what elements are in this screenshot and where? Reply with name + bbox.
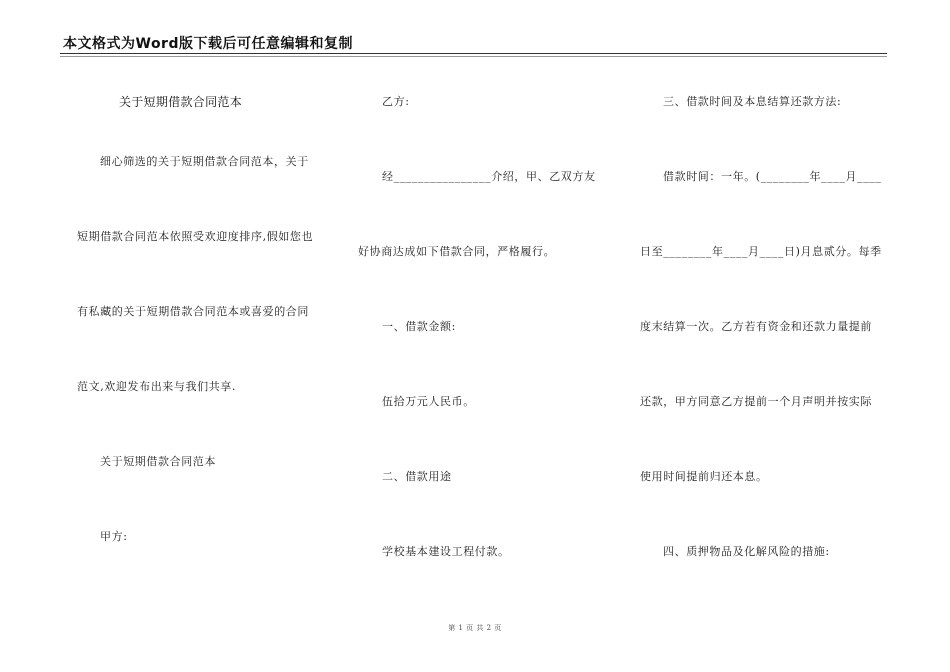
col1-line: 细心筛选的关于短期借款合同范本，关于 (100, 155, 309, 168)
col1-line: 有私藏的关于短期借款合同范本或喜爱的合同 (77, 305, 309, 318)
col1-line: 范文,欢迎发布出来与我们共享. (77, 380, 236, 393)
col1-line: 短期借款合同范本依照受欢迎度排序,假如您也 (77, 230, 314, 243)
col2-line: 学校基本建设工程付款。 (382, 545, 510, 558)
col3-line: 三、借款时间及本息结算还款方法: (663, 95, 842, 108)
col2-line: 经________________介绍，甲、乙双方友 (382, 170, 596, 183)
col2-line: 乙方: (382, 95, 410, 108)
col3-line: 四、质押物品及化解风险的措施: (663, 545, 830, 558)
col3-line: 还款，甲方同意乙方提前一个月声明并按实际 (640, 395, 872, 408)
col2-line: 一、借款金额: (382, 320, 456, 333)
col2-line: 二、借款用途 (382, 470, 452, 483)
header-rule-secondary (60, 56, 887, 57)
header-rule (60, 53, 887, 54)
col3-line: 借款时间：一年。(________年____月____ (663, 170, 882, 183)
doc-title: 关于短期借款合同范本 (119, 95, 243, 109)
col3-line: 度末结算一次。乙方若有资金和还款力量提前 (640, 320, 872, 333)
col1-line: 甲方: (100, 530, 128, 543)
col2-line: 好协商达成如下借款合同，严格履行。 (358, 245, 556, 258)
col3-line: 日至________年____月____日)月息贰分。每季 (640, 245, 882, 258)
document-banner: 本文格式为Word版下载后可任意编辑和复制 (63, 36, 353, 52)
col2-line: 伍拾万元人民币。 (382, 395, 475, 408)
page-number: 第 1 页 共 2 页 (448, 624, 502, 632)
col3-line: 使用时间提前归还本息。 (640, 470, 768, 483)
col1-line: 关于短期借款合同范本 (100, 455, 216, 468)
